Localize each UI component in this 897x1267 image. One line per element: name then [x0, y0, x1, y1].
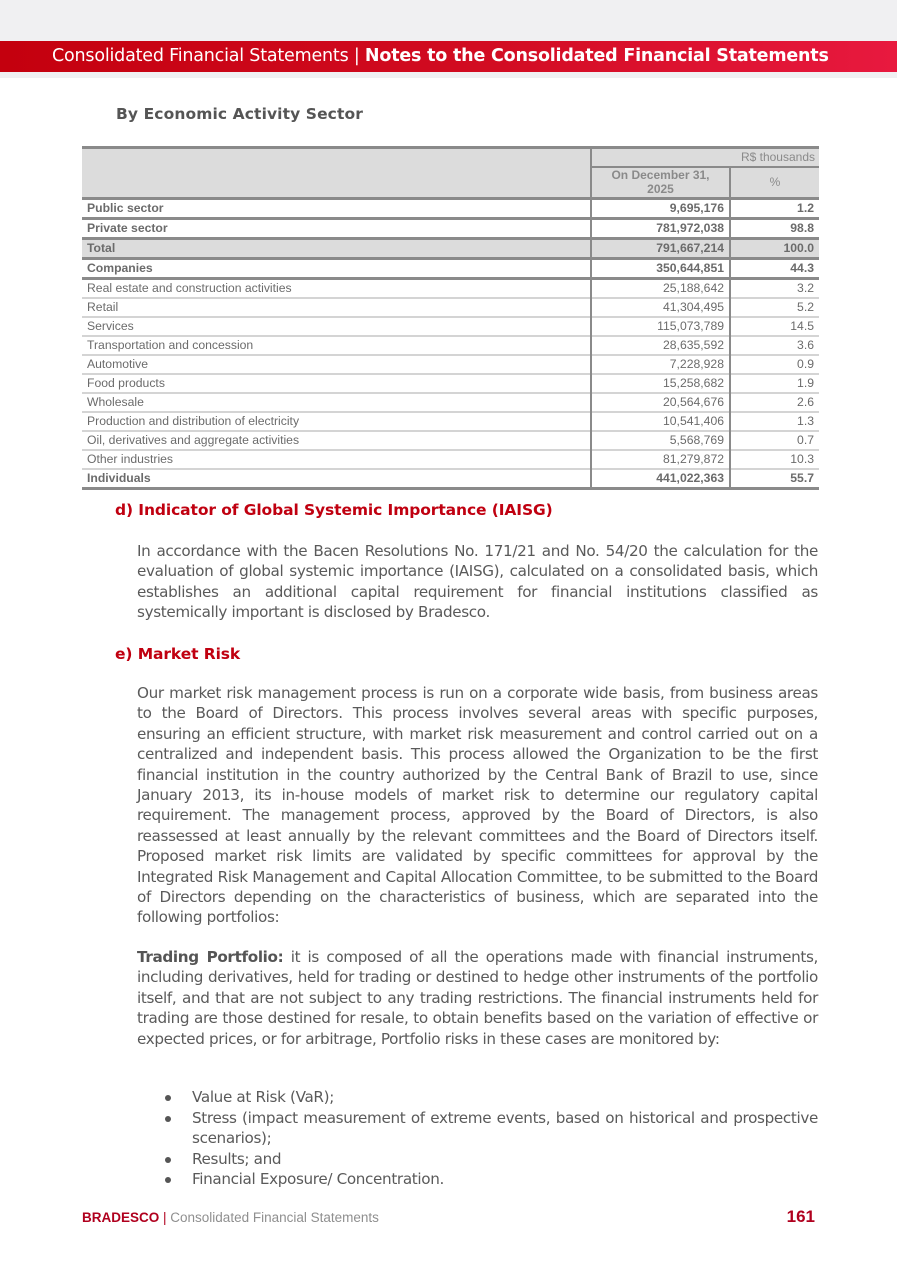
- table-header-row: [82, 167, 819, 198]
- table-row: [82, 238, 819, 258]
- table-body: [82, 198, 819, 488]
- column-header-date: On December 31, 2025: [591, 167, 730, 198]
- header-separator: |: [348, 46, 365, 66]
- row-value: 350,644,851: [591, 258, 730, 278]
- bullet-icon: [165, 1157, 171, 1163]
- row-value: 791,667,214: [591, 238, 730, 258]
- trading-portfolio-paragraph: [137, 947, 818, 1049]
- row-value: 25,188,642: [591, 278, 730, 298]
- header-section: Consolidated Financial Statements: [52, 46, 349, 66]
- section-e-heading: e) Market Risk: [115, 645, 241, 663]
- table-row: [82, 336, 819, 355]
- row-percent: 44.3: [730, 258, 819, 278]
- list-item-text: Stress (impact measurement of extreme events, based on historical and prospective scenarios);: [192, 1108, 818, 1148]
- row-value: 15,258,682: [591, 374, 730, 393]
- table-section-title: By Economic Activity Sector: [116, 105, 363, 123]
- row-percent: 5.2: [730, 298, 819, 317]
- row-percent: 100.0: [730, 238, 819, 258]
- row-label: Companies: [87, 260, 153, 275]
- section-d-paragraph: In accordance with the Bacen Resolutions No. 171/21 and No. 54/20 the calculation for the evaluation of global systemic importance (IAISG), calculated on a consolidated basis, which establishes an additional capital requirement for financial institutions classified as systemically important is disclosed by Bradesco.: [137, 542, 818, 622]
- row-percent: 1.9: [730, 374, 819, 393]
- table-row: [82, 218, 819, 238]
- row-percent: 14.5: [730, 317, 819, 336]
- row-value: 5,568,769: [591, 431, 730, 450]
- row-label: Oil, derivatives and aggregate activities: [87, 432, 300, 447]
- row-label: Production and distribution of electricity: [87, 413, 300, 428]
- header-subsection: Notes to the Consolidated Financial Statements: [364, 46, 829, 66]
- bullet-icon: [165, 1095, 171, 1101]
- section-d-heading: d) Indicator of Global Systemic Importance (IAISG): [115, 501, 553, 519]
- row-label: Public sector: [87, 200, 164, 215]
- list-item-text: Value at Risk (VaR);: [192, 1088, 334, 1106]
- table-row: [82, 278, 819, 298]
- footer-separator: |: [159, 1210, 171, 1225]
- table-row: [82, 298, 819, 317]
- table-header-blank: [82, 148, 591, 168]
- table-row: [82, 469, 819, 489]
- row-percent: 2.6: [730, 393, 819, 412]
- table-unit-row: [82, 148, 819, 168]
- row-percent: 0.7: [730, 431, 819, 450]
- row-value: 9,695,176: [591, 198, 730, 218]
- trading-portfolio-body: it is composed of all the operations made with financial instruments, including derivatives, held for trading or destined to hedge other instruments of the portfolio itself, and that are not subject to any trading restrictions. The financial instruments held for trading are those destined for resale, to obtain benefits based on the variation of effective or expected prices, or for arbitrage, Portfolio risks in these cases are monitored by:: [137, 948, 819, 1048]
- top-margin-strip: [0, 0, 897, 41]
- row-percent: 10.3: [730, 450, 819, 469]
- bullet-icon: [165, 1177, 171, 1183]
- table-row: [82, 431, 819, 450]
- row-label: Individuals: [87, 470, 151, 485]
- economic-sector-table: [82, 146, 819, 490]
- row-label: Transportation and concession: [87, 337, 254, 352]
- list-item-text: Results; and: [192, 1149, 282, 1168]
- row-label: Food products: [87, 375, 165, 390]
- row-value: 28,635,592: [591, 336, 730, 355]
- page-number: 161: [786, 1207, 815, 1226]
- row-label: Services: [87, 318, 134, 333]
- footer-document-name: Consolidated Financial Statements: [170, 1210, 379, 1225]
- bullet-icon: [165, 1116, 171, 1122]
- table-unit-label: R$ thousands: [591, 148, 819, 168]
- row-value: 781,972,038: [591, 218, 730, 238]
- list-item: [165, 1108, 818, 1149]
- table-row: [82, 374, 819, 393]
- row-value: 115,073,789: [591, 317, 730, 336]
- table-row: [82, 317, 819, 336]
- page-footer: [82, 1207, 815, 1230]
- row-percent: 55.7: [730, 469, 819, 489]
- table-row: [82, 412, 819, 431]
- table-row: [82, 258, 819, 278]
- row-percent: 1.2: [730, 198, 819, 218]
- row-value: 10,541,406: [591, 412, 730, 431]
- row-label: Other industries: [87, 451, 174, 466]
- page-header-band: [0, 41, 897, 72]
- row-value: 81,279,872: [591, 450, 730, 469]
- row-percent: 98.8: [730, 218, 819, 238]
- row-label: Private sector: [87, 220, 168, 235]
- row-percent: 3.6: [730, 336, 819, 355]
- row-percent: 3.2: [730, 278, 819, 298]
- list-item: [165, 1169, 818, 1190]
- risk-monitoring-list: [165, 1087, 818, 1190]
- table-row: [82, 450, 819, 469]
- table-row: [82, 393, 819, 412]
- row-value: 41,304,495: [591, 298, 730, 317]
- row-label: Real estate and construction activities: [87, 280, 292, 295]
- row-value: 7,228,928: [591, 355, 730, 374]
- list-item-text: Financial Exposure/ Concentration.: [192, 1170, 444, 1189]
- header-bottom-strip: [0, 72, 897, 78]
- list-item: [165, 1149, 818, 1170]
- row-label: Retail: [87, 299, 119, 314]
- section-e-paragraph: Our market risk management process is run on a corporate wide basis, from business areas to the Board of Directors. This process involves several areas with specific purposes, ensuring an efficient structure, with market risk measurement and control carried out on a centralized and independent basis. This process allowed the Organization to be the first financial institution in the country authorized by the Central Bank of Brazil to use, since January 2013, its in-house models of market risk to determine our regulatory capital requirement. The management process, approved by the Board of Directors, is also reassessed at least annually by the relevant committees and the Board of Directors itself. Proposed market risk limits are validated by specific committees for approval by the Integrated Risk Management and Capital Allocation Committee, to be submitted to the Board of Directors depending on the characteristics of business, which are separated into the following portfolios:: [137, 684, 818, 927]
- row-percent: 1.3: [730, 412, 819, 431]
- list-item: [165, 1087, 818, 1108]
- column-header-percent: %: [730, 167, 819, 198]
- row-value: 20,564,676: [591, 393, 730, 412]
- trading-portfolio-lead: Trading Portfolio:: [137, 948, 284, 966]
- column-header-label: [82, 167, 591, 198]
- row-percent: 0.9: [730, 355, 819, 374]
- row-label: Total: [87, 240, 116, 255]
- footer-brand: BRADESCO: [82, 1210, 160, 1225]
- row-label: Wholesale: [87, 394, 144, 409]
- row-label: Automotive: [87, 356, 148, 371]
- table-row: [82, 198, 819, 218]
- table-row: [82, 355, 819, 374]
- row-value: 441,022,363: [591, 469, 730, 489]
